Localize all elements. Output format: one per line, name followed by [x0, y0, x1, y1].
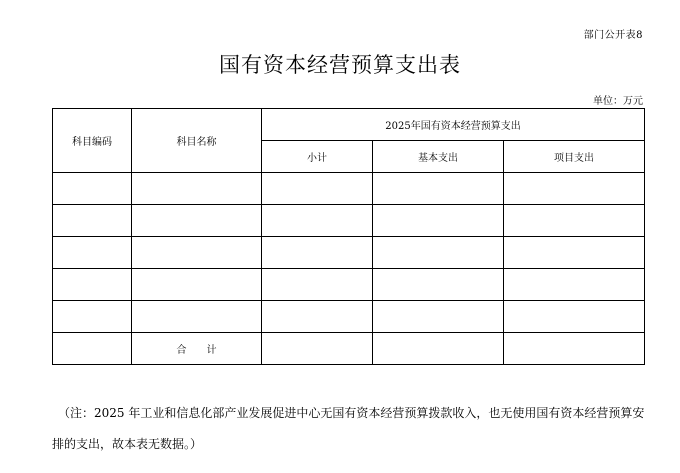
table-cell: [132, 269, 262, 301]
col-header-project: 项目支出: [504, 141, 645, 173]
table-cell: [262, 333, 373, 365]
budget-table: [52, 108, 645, 365]
footnote: （注：2025 年工业和信息化部产业发展促进中心无国有资本经营预算拨款收入，也无使用国有资本经营预算安排的支出，故本表无数据。）: [52, 406, 645, 451]
table-row: [53, 205, 645, 237]
total-row: [53, 333, 645, 365]
table-cell: [262, 205, 373, 237]
col-header-subtotal: 小计: [262, 141, 373, 173]
table-row: [53, 301, 645, 333]
table-cell: [504, 333, 645, 365]
table-cell: [373, 205, 504, 237]
table-row: [53, 269, 645, 301]
col-header-basic: 基本支出: [373, 141, 504, 173]
table-cell: [262, 237, 373, 269]
col-header-name: 科目名称: [132, 109, 262, 173]
table-cell: [504, 173, 645, 205]
table-cell: [262, 269, 373, 301]
table-cell: [132, 237, 262, 269]
header-row-1: [53, 109, 645, 141]
table-cell: [373, 333, 504, 365]
table-cell: [504, 301, 645, 333]
table-cell: [373, 173, 504, 205]
table-cell: [132, 205, 262, 237]
table-cell: [53, 333, 132, 365]
table-cell: [504, 269, 645, 301]
table-cell: [53, 173, 132, 205]
table-cell: [262, 173, 373, 205]
table-cell: [262, 301, 373, 333]
table-row: [53, 173, 645, 205]
table-cell: [373, 237, 504, 269]
table-cell: [132, 173, 262, 205]
table-cell: [373, 301, 504, 333]
table-cell: [373, 269, 504, 301]
page-title: 国有资本经营预算支出表: [219, 53, 461, 77]
table-cell: [53, 205, 132, 237]
col-header-group: 2025年国有资本经营预算支出: [262, 109, 645, 141]
table-cell: [53, 301, 132, 333]
form-number: 部门公开表8: [583, 30, 643, 41]
table-cell: [504, 237, 645, 269]
table-cell: [53, 237, 132, 269]
table-cell: [53, 269, 132, 301]
table-cell: [504, 205, 645, 237]
unit-label: 单位：万元: [593, 96, 643, 107]
col-header-code: 科目编码: [53, 109, 132, 173]
table-row: [53, 237, 645, 269]
table-cell: [132, 301, 262, 333]
total-label: 合 计: [132, 333, 262, 365]
